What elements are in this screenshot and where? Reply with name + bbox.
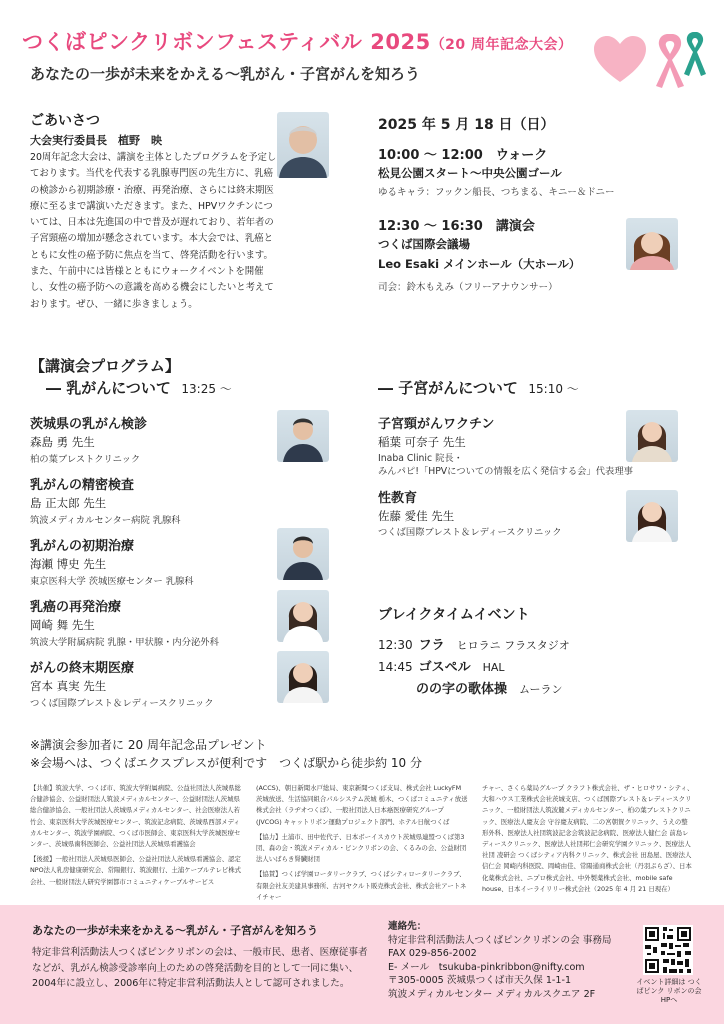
uterine-section-time: 15:10 〜 [528, 382, 579, 396]
uterine-section-label: ― 子宮がんについて [378, 379, 518, 397]
talk-affiliation: 東京医科大学 茨城医療センター 乳腺科 [30, 576, 194, 587]
contact-address-2: 筑波メディカルセンター メディカルスクエア 2F [388, 988, 596, 1000]
talk-title: 乳がんの初期治療 [30, 539, 135, 554]
pink-ribbon-icon [656, 34, 684, 88]
talk-title: 子宮頸がんワクチン [378, 417, 495, 432]
walk-characters: ゆるキャラ：フックン船長、つちまる、キニー＆ドニー [378, 187, 615, 198]
qr-caption: イベント詳細は つくばピンク リボンの会HPへ [636, 978, 702, 1004]
talk-title: 乳がんの精密検査 [30, 478, 135, 493]
talk-affiliation-2: みんパピ!「HPVについての情報を広く発信する会」代表理事 [378, 466, 633, 477]
lecture-hall: Leo Esaki メインホール（大ホール） [378, 257, 581, 271]
notes [30, 736, 422, 772]
talk-affiliation: 柏の葉ブレストクリニック [30, 454, 141, 465]
speaker-photo [277, 410, 329, 462]
mc-line: 司会：鈴木もえみ（フリーアナウンサー） [378, 282, 558, 293]
greeting-body: 20周年記念大会は、講演を主体としたプログラムを予定しております。当代を代表する乳腺専門医の先生方に、乳癌の検診から初期診療・治療、再発治療、さらには終末期医療に至るまで講演いただきます。また、HPVワクチンについては、日本は先進国の中で普及が遅れており、若年者の子宮頸癌の増加が懸念されています。本大会では、乳癌とともに女性の癌予防に焦点を当て、啓発活動を行います。また、午前中には皆様とともにウォークイベントを開催し、女性の癌予防への意識を高める機会にしたいと考えております。ぜひ、一緒に歩きましょう。 [30, 152, 277, 310]
event-title [22, 26, 573, 56]
speaker-photo [277, 590, 329, 642]
break-event-name: フラ [418, 638, 445, 653]
talk-title: 茨城県の乳がん検診 [30, 417, 148, 432]
sponsors-column-3 [482, 783, 694, 895]
event-title-sub: （20 周年記念大会） [430, 37, 573, 53]
talk-title: 乳癌の再発治療 [30, 600, 122, 615]
talk-speaker: 宮本 真実 先生 [30, 679, 107, 693]
greeting-byline: 大会実行委員長 植野 映 [30, 134, 162, 147]
contact-block [388, 920, 612, 1002]
walk-route: 松見公園スタート〜中央公園ゴール [378, 166, 562, 180]
breast-section-label: ― 乳がんについて [46, 379, 171, 397]
event-date: 2025 年 5 月 18 日（日） [378, 117, 555, 133]
break-event-performer: HAL [482, 661, 505, 674]
contact-label: 連絡先： [388, 921, 427, 932]
lecture-venue: つくば国際会議場 [378, 237, 470, 251]
speaker-photo [277, 528, 329, 580]
talk-speaker: 海瀬 博史 先生 [30, 557, 107, 571]
contact-email[interactable]: E- メール tsukuba-pinkribbon@nifty.com [388, 961, 585, 973]
greeting-heading: ごあいさつ [30, 113, 100, 129]
break-event-item [410, 678, 562, 697]
sponsors-sponsorship-cont: チャー、さくら薬局グループ クラフト株式会社、ザ・ヒロサワ・シティ、大和ハウス工業株式会社茨城支店、つくば国際ブレスト＆レディースクリニック、一般財団法人筑波麓メディカルセンター、柏の葉ブレストクリニック、医療法人慶友会 守谷慶友病院、二の宮朝賀クリニック、うえの整形外科、医療法人社団筑波記念会筑波記念病院、医療法人健仁会 前島レディースクリニック、医療法人社団邦仁会研究学園クリニック、医療法人社団 凌研会 つくばシティア内科クリニック、株式会社 田島屋、医療法人信仁会 岡崎内科医院、岡崎由佳、常陽通商株式会社（丹羽ぷらざ）、日本化薬株式会社、ニプロ株式会社、中外製薬株式会社、mobile safe house、日本イーライリリー株式会社（2025 年 4 月 21 日現在） [482, 784, 694, 893]
break-event-time: 12:30 [378, 638, 413, 652]
break-event-time: 14:45 [378, 660, 413, 674]
sponsors-support: 【後援】一般社団法人茨城県医師会、公益社団法人茨城県看護協会、認定NPO法人乳房健康研究会、常陽銀行、筑波銀行、土浦ケーブルテレビ株式会社、一般財団法人研究学園都市コミュニティケーブルサービス [30, 855, 242, 886]
sponsors-cooperation: 【協力】土浦市、田中佐代子、日本ボーイスカウト茨城県連盟つくば第3団、森の会・筑波メディカル・ピンクリボンの会、くるみの会、公益財団法人いばらき腎臓財団 [256, 832, 467, 864]
talk-speaker: 島 正太郎 先生 [30, 496, 107, 510]
note-gift: ※講演会参加者に 20 周年記念品プレゼント [30, 738, 267, 752]
footer-body: 特定非営利活動法人つくばピンクリボンの会は、一般市民、患者、医療従事者などが、乳がん検診受診率向上のための啓発活動を目的として一同に集い、2004年に設立し、2006年に特定非営利活動法人として認可されました。 [32, 947, 368, 989]
event-title-main: つくばピンクリボンフェスティバル 2025 [22, 30, 431, 54]
mc-photo [626, 218, 678, 270]
contact-fax: FAX 029-856-2002 [388, 948, 477, 960]
uterine-section-heading [378, 377, 579, 398]
teal-ribbon-icon [684, 32, 706, 76]
sponsors-column-2 [256, 783, 469, 903]
contact-address-1: 〒305-0005 茨城県つくば市天久保 1-1-1 [388, 975, 572, 987]
sponsors-cohost: 【共催】筑波大学、つくば市、筑波大学附属病院、公益社団法人茨城県総合健診協会、公益財団法人筑波メディカルセンター、公益財団法人茨城県総合健診協会、一般社団法人茨城県メディカルセンター、社会医療法人若竹会、東京医科大学茨城医療センター、筑波記念病院、茨城県西部メディカルセンター、筑波学園病院、つくば市医師会、東京医科大学茨城医療センター、茨城県歯科医師会、公益社団法人茨城県看護協会 [30, 784, 241, 849]
break-event-performer: ヒロラニ フラスタジオ [456, 639, 570, 652]
event-subtitle: あなたの一歩が未来をかえる〜乳がん・子宮がんを知ろう [30, 65, 421, 83]
header-decoration [590, 30, 710, 90]
walk-time: 10:00 〜 12:00 ウォーク [378, 148, 548, 163]
sponsors-column-1 [30, 783, 243, 888]
sponsors-media: (ACCS)、朝日新聞水戸総局、東京新聞つくば支局、株式会社 LuckyFM 茨城放送、生活協同組合パルシステム茨城 栃木、つくばコミュニティ放送株式会社（ラヂオつくば）、一般社団法人日本癌医療研究グループ (JVCOG) キャットリボン運動プロジェクト部門、ホテル日航つくば [256, 784, 468, 826]
break-event-heading: ブレイクタイムイベント [378, 607, 530, 623]
program-heading: 【講演会プログラム】 [30, 357, 180, 375]
qr-code[interactable] [643, 925, 693, 975]
talk-affiliation: 筑波メディカルセンター病院 乳腺科 [30, 515, 181, 526]
talk-speaker: 稲葉 可奈子 先生 [378, 435, 466, 449]
sponsors-sponsorship: 【協賛】つくば学園ロータリークラブ、つくばシティロータリークラブ、有限会社友美建具事務所、古河ヤクルト販売株式会社、株式会社アートネイチャー [256, 870, 467, 901]
footer-heading: あなたの一歩が未来をかえる〜乳がん・子宮がんを知ろう [32, 924, 318, 937]
breast-section-time: 13:25 〜 [181, 382, 232, 396]
lecture-time: 12:30 〜 16:30 講演会 [378, 219, 535, 234]
talk-affiliation: 筑波大学附属病院 乳腺・甲状腺・内分泌外科 [30, 637, 219, 648]
chairman-photo [277, 112, 329, 178]
talk-affiliation: Inaba Clinic 院長・ [378, 453, 463, 464]
talk-affiliation: つくば国際ブレスト＆レディースクリニック [30, 698, 214, 709]
break-event-name: のの字の歌体操 [416, 682, 508, 697]
note-access: ※会場へは、つくばエクスプレスが便利です つくば駅から徒歩約 10 分 [30, 756, 422, 770]
talk-title: 性教育 [378, 491, 418, 506]
talk-speaker: 佐藤 愛佳 先生 [378, 509, 455, 523]
speaker-photo [626, 490, 678, 542]
talk-title: がんの終末期医療 [30, 661, 135, 676]
breast-section-heading [46, 377, 232, 398]
contact-org: 特定非営利活動法人つくばピンクリボンの会 事務局 [388, 934, 612, 946]
break-event-performer: ムーラン [519, 683, 563, 696]
talk-speaker: 岡崎 舞 先生 [30, 618, 95, 632]
break-event-item [378, 634, 570, 653]
break-event-item [378, 656, 505, 675]
break-event-name: ゴスペル [418, 660, 471, 675]
heart-icon [594, 36, 646, 82]
talk-speaker: 森島 勇 先生 [30, 435, 95, 449]
talk-affiliation: つくば国際ブレスト＆レディースクリニック [378, 527, 562, 538]
speaker-photo [277, 651, 329, 703]
speaker-photo [626, 410, 678, 462]
